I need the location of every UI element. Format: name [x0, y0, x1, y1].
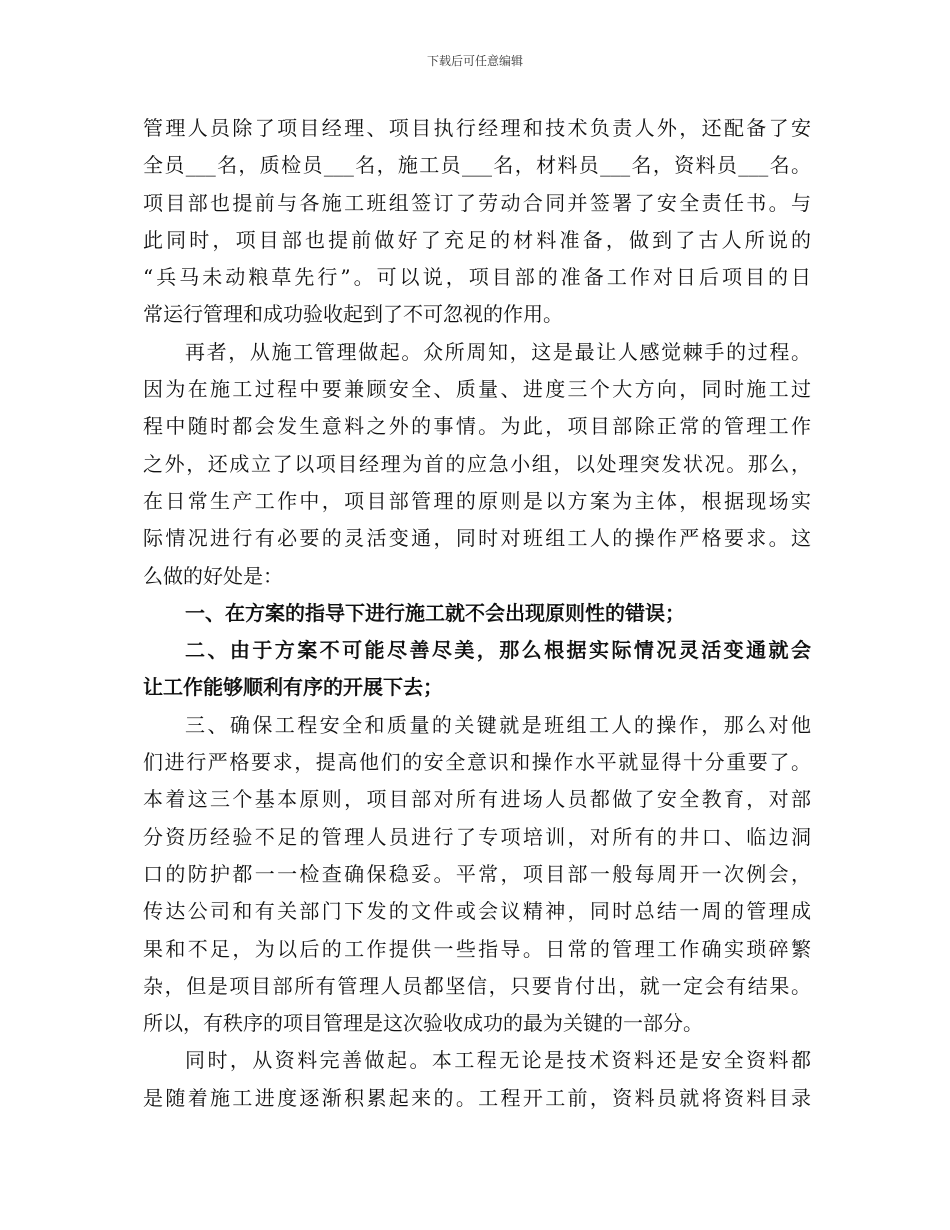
text-line: 因为在施工过程中要兼顾安全、质量、进度三个大方向，同时施工过 — [143, 377, 811, 402]
text-line: 传达公司和有关部门下发的文件或会议精神，同时总结一周的管理成 — [143, 899, 811, 924]
text-line: 是随着施工进度逐渐积累起来的。工程开工前，资料员就将资料目录 — [143, 1085, 811, 1110]
text-line: 所以，有秩序的项目管理是这次验收成功的最为关键的一部分。 — [143, 1011, 703, 1036]
text-line: 管理人员除了项目经理、项目执行经理和技术负责人外，还配备了安 — [143, 116, 811, 140]
text-line: 程中随时都会发生意料之外的事情。为此，项目部除正常的管理工作 — [143, 414, 811, 439]
text-line: 二、由于方案不可能尽善尽美，那么根据实际情况灵活变通就会 — [185, 638, 811, 663]
text-line: 分资历经验不足的管理人员进行了专项培训，对所有的井口、临边洞 — [143, 824, 811, 849]
text-line: “兵马未动粮草先行”。可以说，项目部的准备工作对日后项目的日 — [143, 265, 811, 290]
text-line: 再者，从施工管理做起。众所周知，这是最让人感觉棘手的过程。 — [185, 339, 811, 364]
text-line: 在日常生产工作中，项目部管理的原则是以方案为主体，根据现场实 — [143, 488, 811, 513]
text-line: 果和不足，为以后的工作提供一些指导。日常的管理工作确实琐碎繁 — [143, 936, 811, 961]
text-line: 们进行严格要求，提高他们的安全意识和操作水平就显得十分重要了。 — [143, 750, 811, 775]
text-line: 项目部也提前与各施工班组签订了劳动合同并签署了安全责任书。与 — [143, 190, 811, 215]
page-header: 下载后可任意编辑 — [426, 54, 523, 68]
text-line: 三、确保工程安全和质量的关键就是班组工人的操作，那么对他 — [185, 712, 811, 737]
text-line: 之外，还成立了以项目经理为首的应急小组，以处理突发状况。那么， — [143, 451, 811, 476]
text-line: 常运行管理和成功验收起到了不可忽视的作用。 — [143, 302, 563, 327]
text-line: 杂，但是项目部所有管理人员都坚信，只要肯付出，就一定会有结果。 — [143, 973, 811, 998]
text-line: 全员___名，质检员___名，施工员___名，材料员___名，资料员___名。 — [143, 153, 811, 178]
text-line: 一、在方案的指导下进行施工就不会出现原则性的错误； — [185, 600, 685, 625]
text-line: 让工作能够顺利有序的开展下去； — [143, 675, 443, 700]
text-line: 际情况进行有必要的灵活变通，同时对班组工人的操作严格要求。这 — [143, 526, 811, 551]
text-line: 口的防护都一一检查确保稳妥。平常，项目部一般每周开一次例会， — [143, 861, 811, 886]
text-line: 本着这三个基本原则，项目部对所有进场人员都做了安全教育，对部 — [143, 787, 811, 812]
text-line: 么做的好处是： — [143, 563, 283, 588]
text-line: 此同时，项目部也提前做好了充足的材料准备，做到了古人所说的 — [143, 227, 811, 252]
text-line: 同时，从资料完善做起。本工程无论是技术资料还是安全资料都 — [185, 1048, 811, 1073]
document-body — [143, 110, 811, 1117]
